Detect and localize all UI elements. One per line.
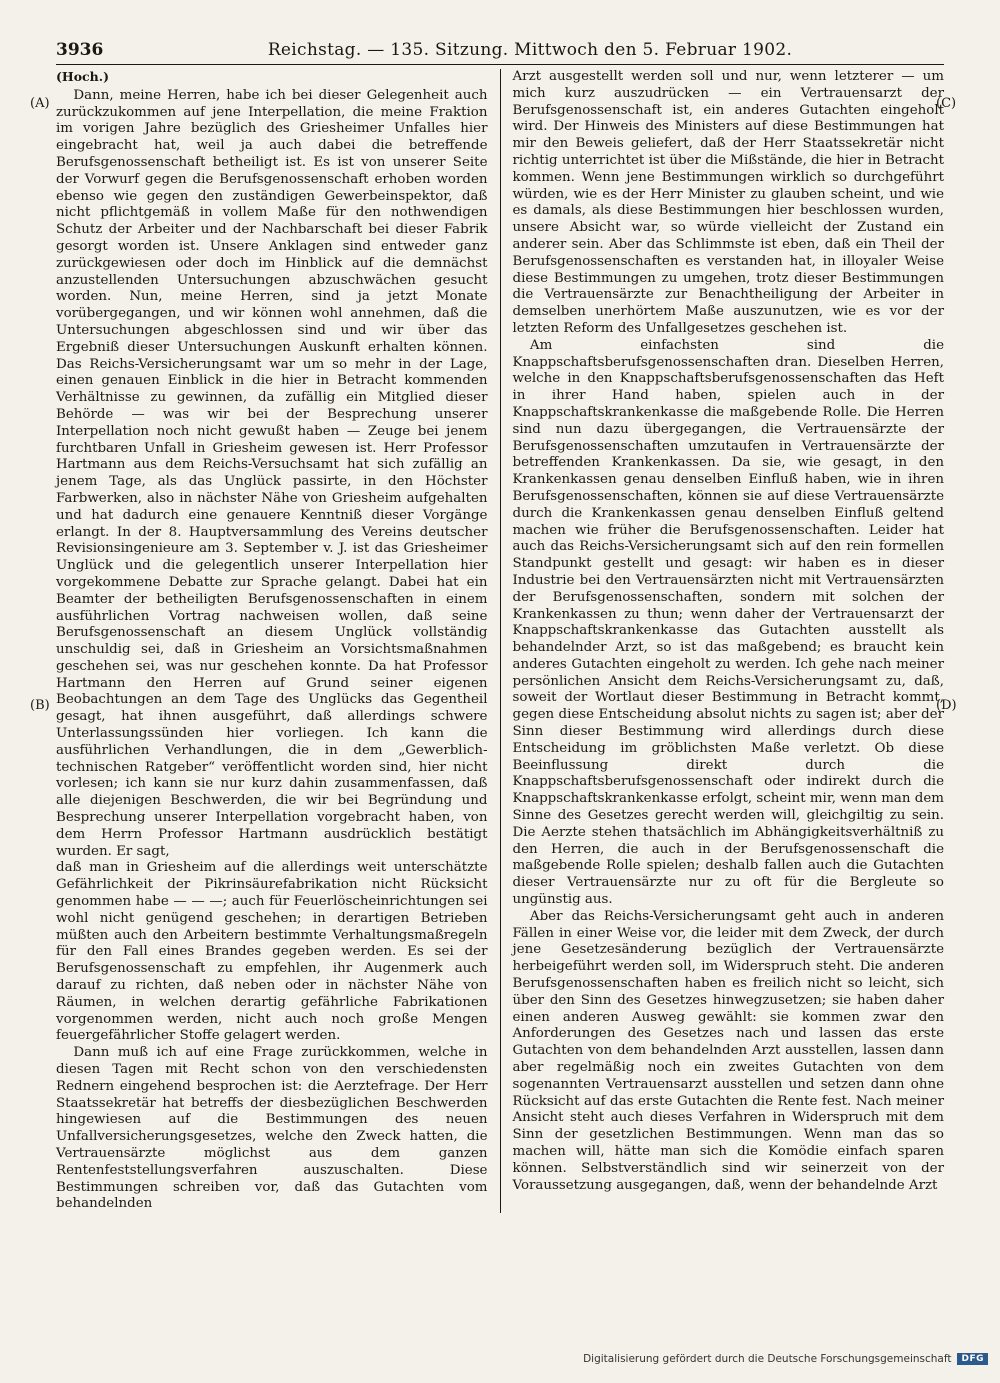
text-columns xyxy=(56,69,944,1213)
left-column xyxy=(56,69,501,1213)
running-head: Reichstag. — 135. Sitzung. Mittwoch den 5. Februar 1902. xyxy=(267,40,793,60)
right-paragraph-3: Aber das Reichs-Versicherungsamt geht auch in anderen Fällen in einer Weise vor, die leider mit dem Zweck, der durch jene Gesetzesänderung bezüglich der Vertrauensärzte herbeigeführt werden soll, im Widerspruch steht. Die anderen Berufsgenossenschaften haben es freilich nicht so leicht, sich über den Sinn des Gesetzes hinwegzusetzen; sie haben daher einen anderen Ausweg gewählt: sie kommen zwar den Anforderungen des Gesetzes nach und lassen das erste Gutachten von dem behandelnden Arzt ausstellen, lassen dann aber regelmäßig noch ein zweites Gutachten von dem sogenannten Vertrauensarzt ausstellen und setzen dann ohne Rücksicht auf das erste Gutachten die Rente fest. Nach meiner Ansicht steht auch dieses Verfahren in Widerspruch mit dem Sinn der gesetzlichen Bestimmungen. Wenn man das so machen will, hätte man sich die Komödie einfach sparen können. Selbstverständlich sind wir seinerzeit von der Voraussetzung ausgegangen, daß, wenn der behandelnde Arzt xyxy=(512,908,944,1193)
margin-marker-d: (D) xyxy=(936,698,957,713)
footer-credit: Digitalisierung gefördert durch die Deutsche Forschungsgemeinschaft xyxy=(583,1353,952,1365)
right-paragraph-2: Am einfachsten sind die Knappschaftsberufsgenossenschaften dran. Dieselben Herren, welche in den Knappschaftsberufsgenossenschaften das Heft in ihrer Hand haben, spielen auch in der Knappschaftskrankenkasse die maßgebende Rolle. Die Herren sind nun dazu übergegangen, die Vertrauensärzte der Berufsgenossenschaften umzutaufen in Vertrauensärzte der betreffenden Krankenkassen. Da sie, wie gesagt, in den Krankenkassen genau denselben Einfluß haben, wie in ihren Berufsgenossenschaften, können sie auf diese Vertrauensärzte durch die Krankenkassen genau denselben Einfluß geltend machen wie früher die Berufsgenossenschaften. Leider hat auch das Reichs-Versicherungsamt sich auf den rein formellen Standpunkt gestellt und gesagt: wir haben es in dieser Industrie bei den Vertrauensärzten nicht mit Vertrauensärzten der Berufsgenossenschaften, sondern mit solchen der Krankenkassen zu thun; wenn daher der Vertrauensarzt der Knappschaftskrankenkasse das Gutachten ausstellt als behandelnder Arzt, so ist das maßgebend; es braucht kein anderes Gutachten eingeholt zu werden. Ich gehe nach meiner persönlichen Ansicht dem Reichs-Versicherungsamt zu, daß, soweit der Wortlaut dieser Bestimmung in Betracht kommt, gegen diese Entscheidung absolut nichts zu sagen ist; aber der Sinn dieser Bestimmung wird allerdings durch diese Entscheidung im gröblichsten Maße verletzt. Ob diese Beeinflussung direkt durch die Knappschaftsberufsgenossenschaft oder indirekt durch die Knappschaftskrankenkasse erfolgt, scheint mir, wenn man dem Sinne des Gesetzes gerecht werden will, gleichgiltig zu sein. Die Aerzte stehen thatsächlich im Abhängigkeitsverhältniß zu den Herren, die auch in der Berufsgenossenschaft die maßgebende Rolle spielen; deshalb fallen auch die Gutachten dieser Vertrauensärzte nur zu oft für die Bergleute so ungünstig aus. xyxy=(512,337,944,908)
right-paragraph-1: Arzt ausgestellt werden soll und nur, wenn letzterer — um mich kurz auszudrücken — ein Vertrauensarzt der Berufsgenossenschaft ist, ein anderes Gutachten eingeholt wird. Der Hinweis des Ministers auf diese Bestimmungen hat mir den Beweis geliefert, daß der Herr Staatssekretär nicht richtig unterrichtet ist über die Mißstände, die hier in Betracht kommen. Wenn jene Bestimmungen wirklich so durchgeführt würden, wie es der Herr Minister zu glauben scheint, und wie es damals, als diese Bestimmungen hier beschlossen wurden, unsere Absicht war, so würde vielleicht der Zustand ein anderer sein. Aber das Schlimmste ist eben, daß ein Theil der Berufsgenossenschaften es verstanden hat, in illoyaler Weise diese Bestimmungen zu umgehen, trotz dieser Bestimmungen die Vertrauensärzte zur Benachtheiligung der Arbeiter in demselben unerhörtem Maße auszunutzen, wie es vor der letzten Reform des Unfallgesetzes geschehen ist. xyxy=(512,69,944,336)
digitization-footer xyxy=(583,1353,988,1365)
speaker-label: (Hoch.) xyxy=(56,69,110,84)
block-quote: daß man in Griesheim auf die allerdings weit unterschätzte Gefährlichkeit der Pikrinsäurefabrikation nicht Rücksicht genommen habe — — —; auch für Feuerlöscheinrichtungen sei wohl nicht genügend geschehen; in derartigen Betrieben müßten auch den Arbeitern bestimmte Verhaltungsmaßregeln für den Fall eines Brandes gegeben werden. Es sei der Berufsgenossenschaft zu empfehlen, ihr Augenmerk auch darauf zu richten, daß neben oder in nächster Nähe von Räumen, in welchen derartig gefährliche Fabrikationen vorgenommen werden, nicht auch noch große Mengen feuergefährlicher Stoffe gelagert werden. xyxy=(56,860,488,1044)
right-column xyxy=(501,69,945,1213)
page-header xyxy=(56,40,944,65)
page-number: 3936 xyxy=(56,40,104,60)
document-page xyxy=(56,40,944,1213)
dfg-logo: DFG xyxy=(957,1353,988,1365)
left-paragraph-1: Dann, meine Herren, habe ich bei dieser Gelegenheit auch zurückzukommen auf jene Interpellation, die meine Fraktion im vorigen Jahre bezüglich des Griesheimer Unfalles hier eingebracht hat, weil ja auch dabei die betreffende Berufsgenossenschaft betheiligt ist. Es ist von unserer Seite der Vorwurf gegen die Berufsgenossenschaft erhoben worden ebenso wie gegen den zuständigen Gewerbeinspektor, daß nicht pflichtgemäß in vollem Maße für den nothwendigen Schutz der Arbeiter und der Nachbarschaft bei dieser Fabrik gesorgt worden ist. Unsere Anklagen sind entweder ganz zurückgewiesen oder doch im Hinblick auf die demnächst anzustellenden Untersuchungen abzuschwächen gesucht worden. Nun, meine Herren, sind ja jetzt Monate vorübergegangen, und wir können wohl annehmen, daß die Untersuchungen abgeschlossen sind und wir über das Ergebniß dieser Untersuchungen Auskunft erhalten können. Das Reichs-Versicherungsamt war um so mehr in der Lage, einen genauen Einblick in die hier in Betracht kommenden Verhältnisse zu gewinnen, da zufällig ein Mitglied dieser Behörde — was wir bei der Besprechung unserer Interpellation noch nicht gewußt haben — Zeuge bei jenem furchtbaren Unfall in Griesheim gewesen ist. Herr Professor Hartmann aus dem Reichs-Versuchsamt hat sich zufällig an jenem Tage, als das Unglück passirte, in den Höchster Farbwerken, also in nächster Nähe von Griesheim aufgehalten und hat dadurch eine genauere Kenntniß dieser Vorgänge erlangt. In der 8. Hauptversammlung des Vereins deutscher Revisionsingenieure am 3. September v. J. ist das Griesheimer Unglück und die gelegentlich unserer Interpellation hier vorgekommene Debatte zur Sprache gelangt. Dabei hat ein Beamter der betheiligten Berufsgenossenschaften in einem ausführlichen Vortrag nachweisen wollen, daß seine Berufsgenossenschaft an diesem Unglück vollständig unschuldig sei, daß in Griesheim an Vorsichtsmaßnahmen geschehen sei, was nur geschehen konnte. Da hat Professor Hartmann den Herren auf Grund seiner eigenen Beobachtungen an dem Tage des Unglücks das Gegentheil gesagt, hat ihnen ausgeführt, daß allerdings schwere Unterlassungssünden hier vorliegen. Ich kann die ausführlichen Verhandlungen, die in dem „Gewerblich-technischen Ratgeber“ veröffentlicht worden sind, hier nicht vorlesen; ich kann sie nur kurz dahin zusammenfassen, daß alle diejenigen Beschwerden, die wir bei Begründung und Besprechung unserer Interpellation vorgebracht haben, von dem Herrn Professor Hartmann ausdrücklich bestätigt wurden. Er sagt, xyxy=(56,87,488,859)
margin-marker-c: (C) xyxy=(936,96,957,111)
left-paragraph-2: Dann muß ich auf eine Frage zurückkommen, welche in diesen Tagen mit Recht schon von den verschiedensten Rednern eingehend besprochen ist: die Aerztefrage. Der Herr Staatssekretär hat betreffs der diesbezüglichen Beschwerden hingewiesen auf die Bestimmungen des neuen Unfallversicherungsgesetzes, welche den Zweck hatten, die Vertrauensärzte möglichst aus dem ganzen Rentenfeststellungsverfahren auszuschalten. Diese Bestimmungen schreiben vor, daß das Gutachten vom behandelnden xyxy=(56,1045,488,1212)
margin-marker-b: (B) xyxy=(30,698,50,713)
margin-marker-a: (A) xyxy=(30,96,50,111)
